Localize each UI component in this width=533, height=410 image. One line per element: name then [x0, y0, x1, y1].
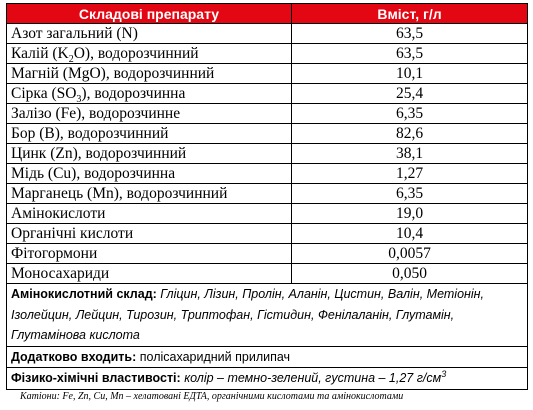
- footnote: Катіони: Fe, Zn, Cu, Mn – хелатовані ЕДТА, органічними кислотами та амінокислотами: [20, 390, 404, 402]
- component-name: Фітогормони: [7, 244, 292, 264]
- table-row: [7, 144, 528, 164]
- component-name: Магній (MgO), водорозчинний: [7, 64, 292, 84]
- additional-text: полісахаридний прилипач: [139, 349, 291, 364]
- component-value: 10,1: [292, 64, 528, 84]
- component-value: 1,27: [292, 164, 528, 184]
- component-name: Цинк (Zn), водорозчинний: [7, 144, 292, 164]
- amino-acid-row: [7, 284, 528, 347]
- component-value: 6,35: [292, 104, 528, 124]
- component-name: Органічні кислоти: [7, 224, 292, 244]
- amino-acid-label: Амінокислотний склад:: [11, 287, 157, 301]
- physchem-properties: [7, 368, 528, 390]
- additional-ingredients: [7, 346, 528, 368]
- component-name: Амінокислоти: [7, 204, 292, 224]
- component-value: 0,050: [292, 264, 528, 284]
- component-value: 19,0: [292, 204, 528, 224]
- table-row: [7, 184, 528, 204]
- component-value: 10,4: [292, 224, 528, 244]
- table-row: [7, 124, 528, 144]
- component-name: Мідь (Cu), водорозчинна: [7, 164, 292, 184]
- additional-label: Додатково входить:: [11, 349, 137, 364]
- component-name: Бор (B), водорозчинний: [7, 124, 292, 144]
- physchem-label: Фізико-хімічні властивості:: [11, 371, 181, 385]
- component-name: Залізо (Fe), водорозчинне: [7, 104, 292, 124]
- amino-acid-list: Гліцин, Лізин, Пролін, Аланін, Цистин, Валін, Метіонін, Ізолейцин, Лейцин, Тирозин, Триптофан, Гістидин, Фенілаланін, Глутамін, Глутамінова кислота: [11, 287, 485, 342]
- component-name: Моносахариди: [7, 264, 292, 284]
- additional-row: [7, 346, 528, 368]
- table-header-row: [7, 4, 528, 24]
- composition-table: [6, 3, 528, 390]
- table-row: [7, 164, 528, 184]
- component-name: Азот загальний (N): [7, 24, 292, 44]
- component-value: 38,1: [292, 144, 528, 164]
- physchem-row: [7, 368, 528, 390]
- table-row: [7, 264, 528, 284]
- header-content: Вміст, г/л: [292, 4, 528, 24]
- component-name: Марганець (Mn), водорозчинний: [7, 184, 292, 204]
- physchem-text: колір – темно-зелений, густина – 1,27 $г/см^3$: [184, 368, 447, 385]
- component-value: 63,5: [292, 44, 528, 64]
- component-name: Калій $(K_2O)$, водорозчинний: [7, 44, 292, 64]
- component-value: 6,35: [292, 184, 528, 204]
- component-value: 25,4: [292, 84, 528, 104]
- table-row: [7, 64, 528, 84]
- table-row: [7, 224, 528, 244]
- component-value: 82,6: [292, 124, 528, 144]
- table-row: [7, 44, 528, 64]
- table-row: [7, 84, 528, 104]
- composition-document: [6, 3, 527, 402]
- table-row: [7, 244, 528, 264]
- component-value: 63,5: [292, 24, 528, 44]
- table-row: [7, 204, 528, 224]
- header-components: Складові препарату: [7, 4, 292, 24]
- table-row: [7, 24, 528, 44]
- table-row: [7, 104, 528, 124]
- amino-acid-composition: [7, 284, 528, 347]
- component-value: 0,0057: [292, 244, 528, 264]
- component-name: Сірка $(SO_3)$, водорозчинна: [7, 84, 292, 104]
